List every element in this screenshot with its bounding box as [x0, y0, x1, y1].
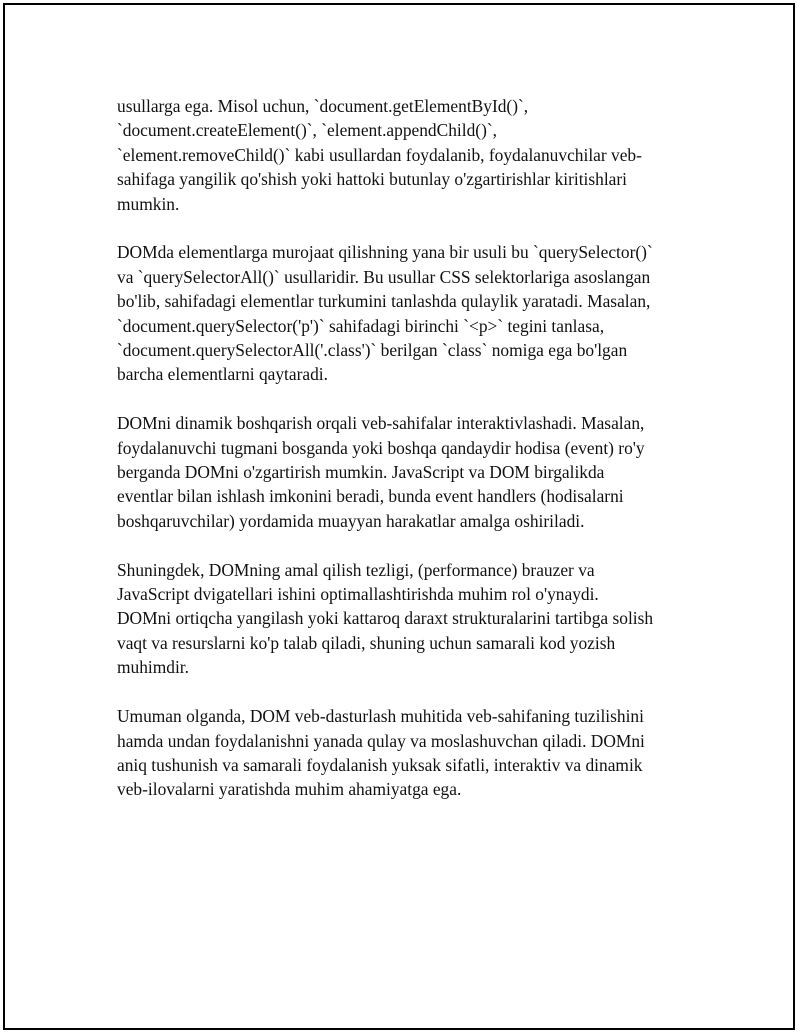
- text-line: berganda DOMni o'zgartirish mumkin. JavaScript va DOM birgalikda: [117, 462, 605, 483]
- text-line: hamda undan foydalanishni yanada qulay va moslashuvchan qiladi. DOMni: [117, 730, 645, 751]
- text-line: vaqt va resurslarni ko'p talab qiladi, shuning uchun samarali kod yozish: [117, 632, 616, 653]
- paragraph-1: [117, 94, 692, 216]
- text-line: Shuningdek, DOMning amal qilish tezligi, (performance) brauzer va: [117, 559, 595, 580]
- text-line: bo'lib, sahifadagi elementlar turkumini tanlashda qulaylik yaratadi. Masalan,: [117, 291, 651, 312]
- text-line: aniq tushunish va samarali foydalanish yuksak sifatli, interaktiv va dinamik: [117, 754, 643, 775]
- text-line: boshqaruvchilar) yordamida muayyan harakatlar amalga oshiriladi.: [117, 510, 585, 531]
- paragraph-5: [117, 704, 692, 802]
- text-line: usullarga ega. Misol uchun, `document.getElementById()`,: [117, 96, 529, 116]
- text-line: Umuman olganda, DOM veb-dasturlash muhitida veb-sahifaning tuzilishini: [117, 706, 644, 727]
- text-line: DOMni ortiqcha yangilash yoki kattaroq daraxt strukturalarini tartibga solish: [117, 608, 654, 629]
- text-line: `element.removeChild()` kabi usullardan foydalanib, foydalanuvchilar veb-: [117, 144, 642, 165]
- text-line: `document.querySelectorAll('.class')` berilgan `class` nomiga ega bo'lgan: [117, 340, 628, 361]
- text-line: veb-ilovalarni yaratishda muhim ahamiyatga ega.: [117, 779, 462, 800]
- paragraph-4: [117, 558, 692, 680]
- text-line: DOMni dinamik boshqarish orqali veb-sahifalar interaktivlashadi. Masalan,: [117, 413, 645, 434]
- text-line: muhimdir.: [117, 657, 189, 678]
- text-line: sahifaga yangilik qo'shish yoki hattoki butunlay o'zgartirishlar kiritishlari: [117, 169, 628, 190]
- text-line: eventlar bilan ishlash imkonini beradi, bunda event handlers (hodisalarni: [117, 486, 624, 507]
- document-body: [117, 94, 692, 826]
- text-line: `document.querySelector('p')` sahifadagi birinchi `<p>` tegini tanlasa,: [117, 315, 605, 336]
- paragraph-3: [117, 411, 692, 533]
- text-line: JavaScript dvigatellari ishini optimallashtirishda muhim rol o'ynaydi.: [117, 584, 599, 605]
- text-line: mumkin.: [117, 193, 180, 214]
- text-line: barcha elementlarni qaytaradi.: [117, 364, 328, 385]
- text-line: DOMda elementlarga murojaat qilishning yana bir usuli bu `querySelector()`: [117, 242, 653, 263]
- paragraph-2: [117, 240, 692, 386]
- text-line: `document.createElement()`, `element.appendChild()`,: [117, 120, 498, 141]
- text-line: va `querySelectorAll()` usullaridir. Bu usullar CSS selektorlariga asoslangan: [117, 266, 651, 287]
- text-line: foydalanuvchi tugmani bosganda yoki boshqa qandaydir hodisa (event) ro'y: [117, 437, 645, 458]
